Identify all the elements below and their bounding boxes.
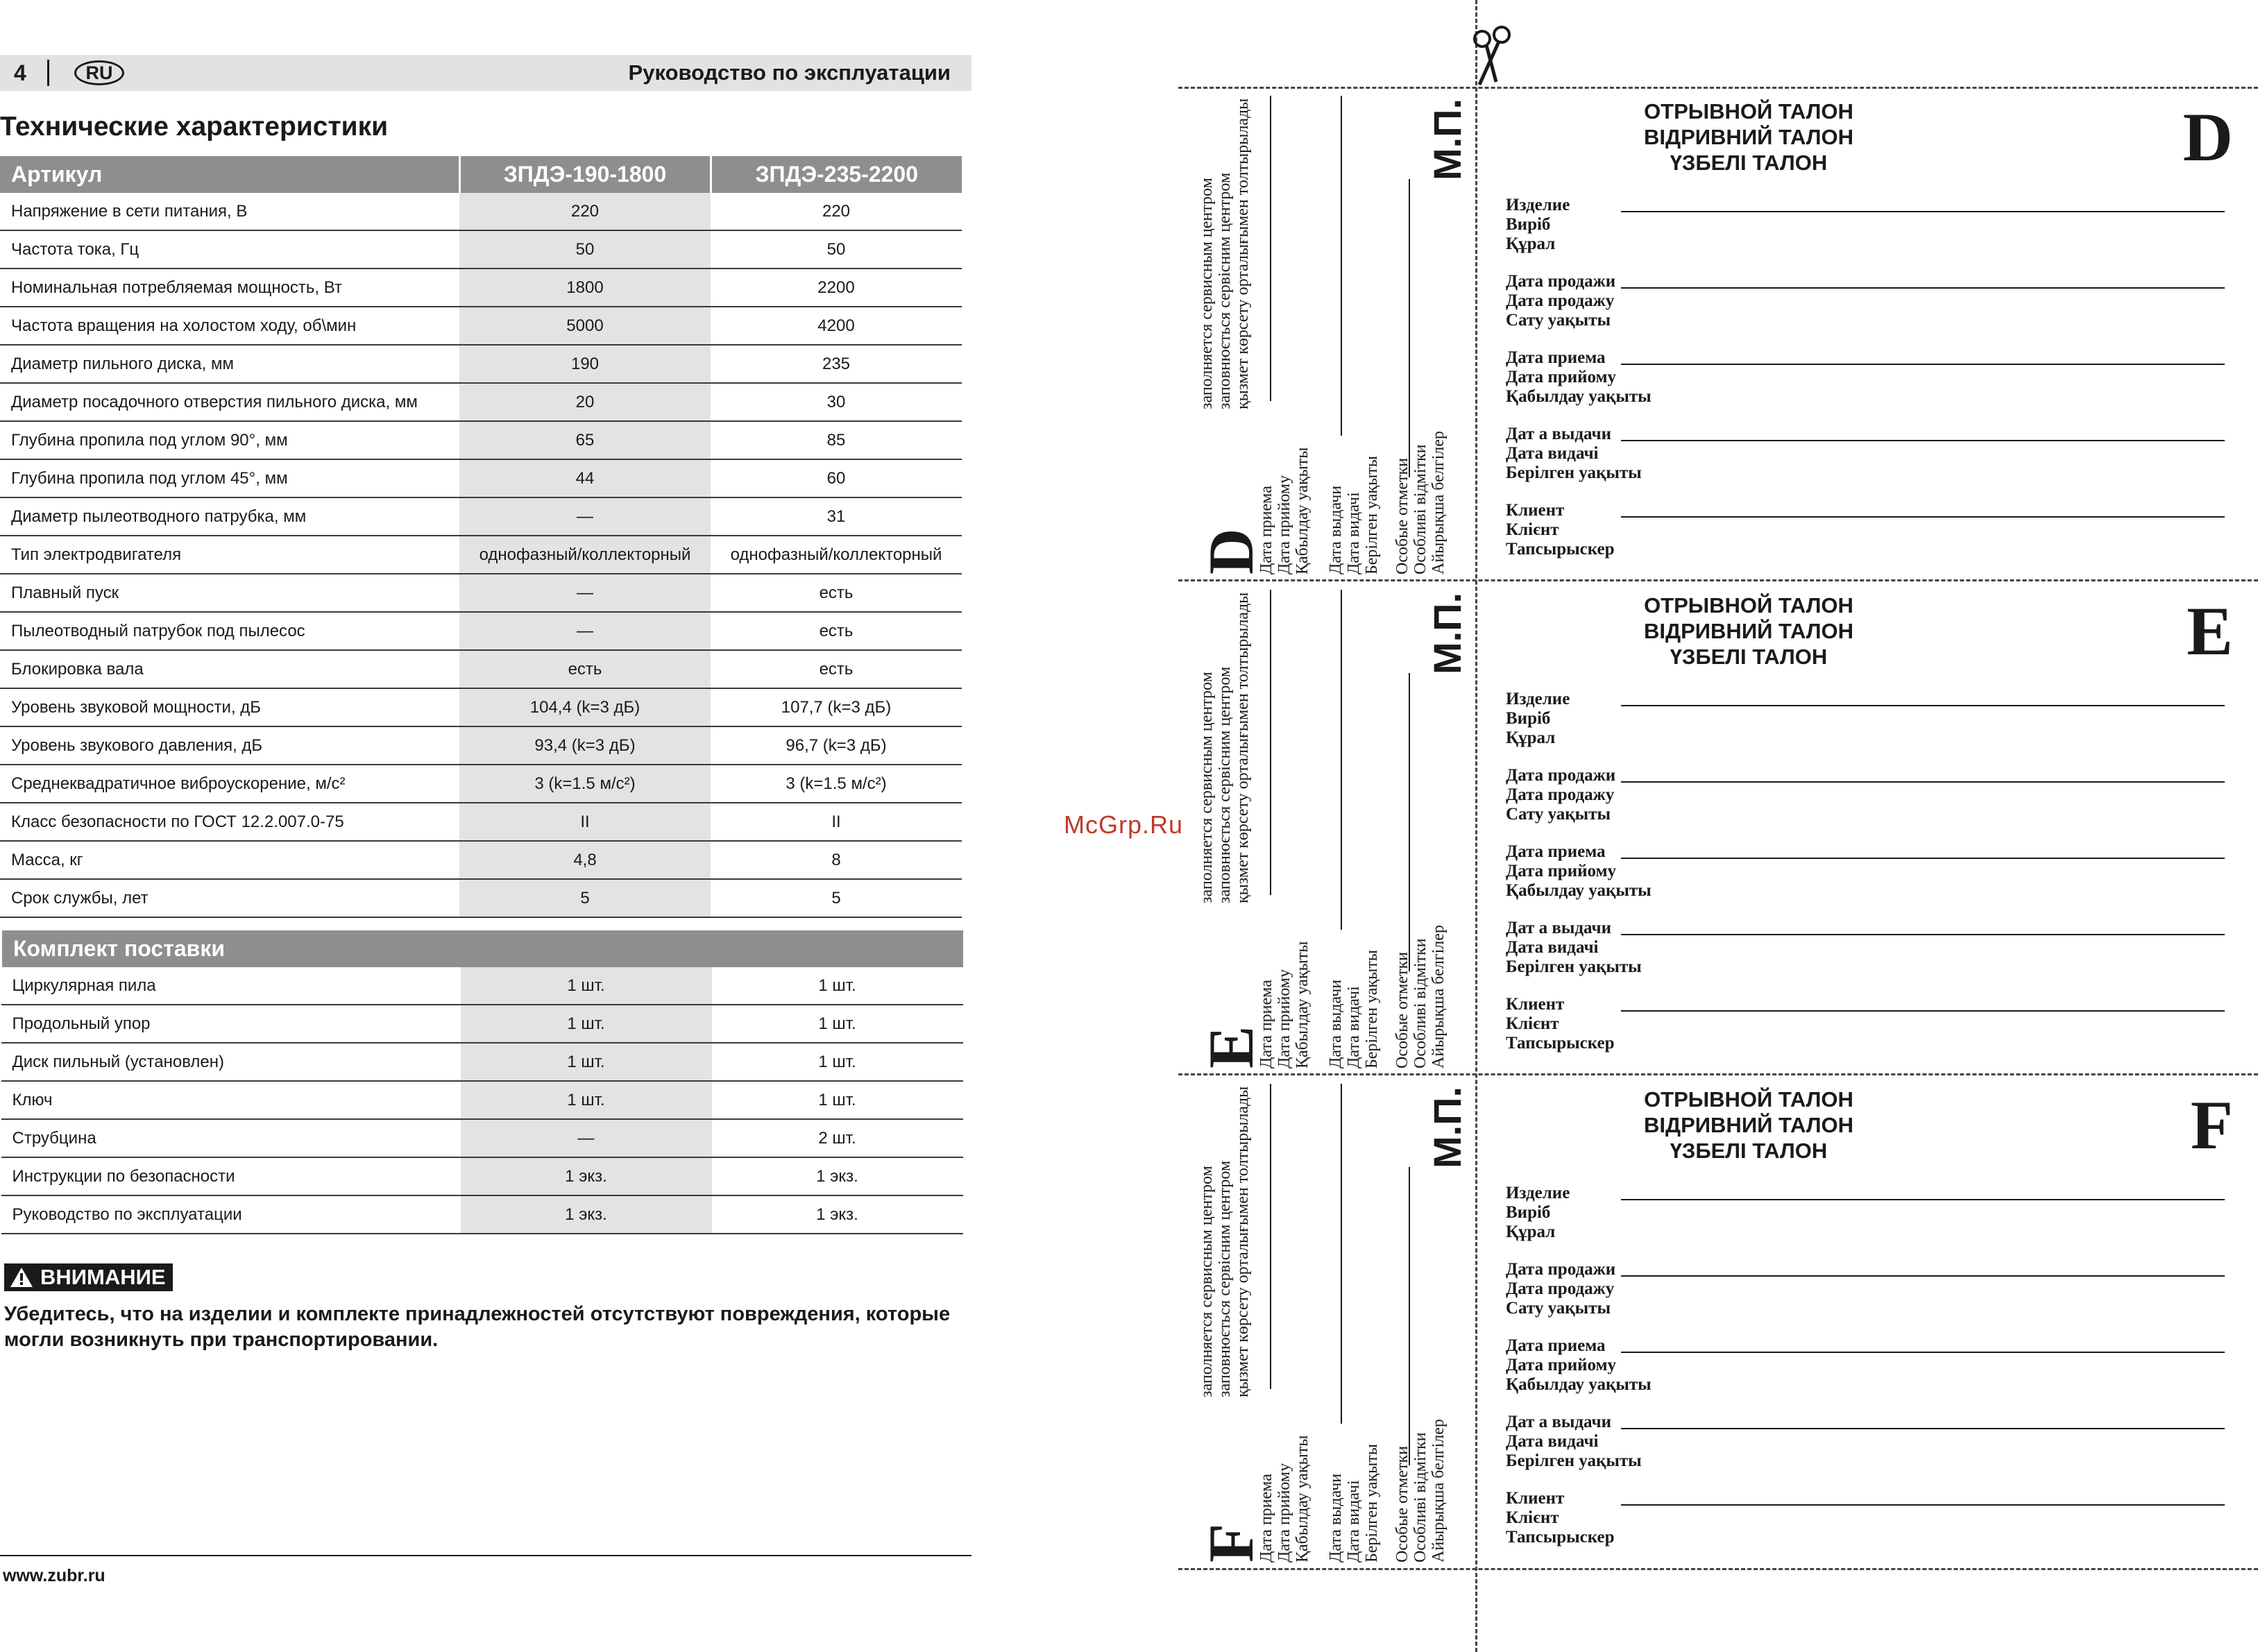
field-label: Дата приема <box>1506 1336 1606 1355</box>
stub-issued-line <box>1341 590 1342 930</box>
field-label: Дат а выдачи <box>1506 919 1612 937</box>
field-receive-date-line <box>1621 364 2225 365</box>
kit-header-row <box>1 930 963 967</box>
stub-issued-kz: Берілген уақыты <box>1363 950 1381 1068</box>
field-label: Дата видачі <box>1506 938 1599 957</box>
spec-label: Уровень звуковой мощности, дБ <box>0 688 459 726</box>
field-label: Дат а выдачи <box>1506 1413 1612 1431</box>
stub-service-note-ua: заповнюється сервісним центром <box>1216 172 1234 409</box>
manual-title: Руководство по эксплуатации <box>628 60 951 85</box>
spec-label: Срок службы, лет <box>0 879 459 917</box>
field-label: Қабылдау уақыты <box>1506 387 1652 406</box>
field-label: Изделие <box>1506 196 1570 214</box>
field-label: Дата приема <box>1506 348 1606 367</box>
kit-row <box>1 1157 963 1195</box>
spec-value-2: 235 <box>711 345 962 383</box>
stub-service-note-ru: заполняется сервисным центром <box>1198 672 1216 903</box>
stub-service-note-ru: заполняется сервисным центром <box>1198 178 1216 409</box>
spec-value-1: 50 <box>459 230 711 269</box>
spec-value-2: 107,7 (k=3 дБ) <box>711 688 962 726</box>
stub-received-kz: Қабылдау уақыты <box>1293 1435 1311 1562</box>
stub-stamp-mark: М.П. <box>1425 98 1469 180</box>
field-label: Сату уақыты <box>1506 805 1611 824</box>
stub-notes-kz: Айырықша белгілер <box>1429 1419 1448 1562</box>
spec-row <box>0 726 962 765</box>
warning-label: ВНИМАНИЕ <box>40 1265 166 1289</box>
kit-value-2: 1 экз. <box>712 1195 963 1234</box>
field-label: Клієнт <box>1506 1508 1559 1527</box>
field-label: Қабылдау уақыты <box>1506 1375 1652 1394</box>
field-label: Сату уақыты <box>1506 1299 1611 1318</box>
field-receive-date-line <box>1621 858 2225 859</box>
coupon-title-ru: ОТРЫВНОЙ ТАЛОН <box>1644 593 1853 618</box>
stub-issued-ru: Дата выдачи <box>1327 1473 1345 1562</box>
field-issue-date <box>1506 425 1642 483</box>
stub-service-note-kz: қызмет көрсету орталығымен толтырылады <box>1234 592 1252 903</box>
coupon-title-ua: ВІДРИВНИЙ ТАЛОН <box>1644 125 1853 149</box>
field-label: Дата прийому <box>1506 862 1617 880</box>
stub-notes-ua: Особливі відмітки <box>1411 444 1429 574</box>
stub-issued-line <box>1341 1084 1342 1424</box>
kit-value-1: — <box>461 1119 712 1157</box>
kit-value-2: 2 шт. <box>712 1119 963 1157</box>
field-label: Құрал <box>1506 1223 1556 1241</box>
spec-value-2: 2200 <box>711 269 962 307</box>
coupon-letter: F <box>2190 1087 2233 1164</box>
kit-row <box>1 1119 963 1157</box>
specs-header-article: Артикул <box>0 156 459 193</box>
spec-value-2: 5 <box>711 879 962 917</box>
spec-row <box>0 383 962 421</box>
field-client-line <box>1621 1010 2225 1012</box>
kit-value-1: 1 экз. <box>461 1157 712 1195</box>
field-label: Дата видачі <box>1506 1432 1599 1451</box>
spec-label: Напряжение в сети питания, В <box>0 193 459 230</box>
kit-value-1: 1 шт. <box>461 967 712 1005</box>
spec-row <box>0 307 962 345</box>
field-issue-date <box>1506 919 1642 977</box>
spec-value-1: однофазный/коллекторный <box>459 536 711 574</box>
coupon-letter: E <box>2187 593 2233 670</box>
spec-row <box>0 574 962 612</box>
section-title: Технические характеристики <box>0 112 389 142</box>
coupon-d <box>1180 89 2258 583</box>
kit-label: Ключ <box>1 1081 461 1119</box>
stub-letter: F <box>1196 1523 1266 1562</box>
spec-value-2: однофазный/коллекторный <box>711 536 962 574</box>
spec-value-1: 3 (k=1.5 м/с²) <box>459 765 711 803</box>
spec-value-1: — <box>459 612 711 650</box>
spec-value-1: 104,4 (k=3 дБ) <box>459 688 711 726</box>
field-sale-date <box>1506 272 1615 330</box>
stub-issued-ru: Дата выдачи <box>1327 979 1345 1068</box>
watermark: McGrp.Ru <box>1064 810 1184 839</box>
field-label: Изделие <box>1506 690 1570 708</box>
coupon-title-kz: ҮЗБЕЛІ ТАЛОН <box>1670 645 1828 669</box>
spec-value-1: 20 <box>459 383 711 421</box>
field-label: Тапсырыскер <box>1506 540 1615 559</box>
field-label: Дата прийому <box>1506 1356 1617 1374</box>
spec-row <box>0 497 962 536</box>
footer-divider <box>0 1555 971 1556</box>
page-number: 4 <box>14 60 26 85</box>
coupon-title-ua: ВІДРИВНИЙ ТАЛОН <box>1644 619 1853 643</box>
kit-value-1: 1 шт. <box>461 1005 712 1043</box>
field-sale-date <box>1506 766 1615 824</box>
spec-row <box>0 803 962 841</box>
field-label: Клієнт <box>1506 520 1559 539</box>
field-sale-date <box>1506 1260 1615 1318</box>
field-label: Дата видачі <box>1506 444 1599 463</box>
spec-value-1: 44 <box>459 459 711 497</box>
specs-table <box>0 156 962 918</box>
field-client <box>1506 501 1615 559</box>
kit-value-2: 1 шт. <box>712 1005 963 1043</box>
field-label: Изделие <box>1506 1184 1570 1202</box>
kit-row <box>1 1005 963 1043</box>
stub-received-ru: Дата приема <box>1257 980 1275 1068</box>
field-label: Дат а выдачи <box>1506 425 1612 443</box>
stub-notes-ua: Особливі відмітки <box>1411 1432 1429 1562</box>
field-receive-date <box>1506 842 1652 901</box>
spec-value-2: есть <box>711 574 962 612</box>
stub-service-note-ua: заповнюється сервісним центром <box>1216 666 1234 903</box>
coupon-title-kz: ҮЗБЕЛІ ТАЛОН <box>1670 151 1828 175</box>
coupon-title <box>1436 1087 2061 1164</box>
spec-value-2: есть <box>711 612 962 650</box>
field-client <box>1506 995 1615 1053</box>
spec-value-2: 50 <box>711 230 962 269</box>
stub-service-note-kz: қызмет көрсету орталығымен толтырылады <box>1234 98 1252 409</box>
spec-row <box>0 193 962 230</box>
spec-value-1: 93,4 (k=3 дБ) <box>459 726 711 765</box>
field-label: Сату уақыты <box>1506 311 1611 330</box>
stub-issued-ua: Дата видачі <box>1345 492 1363 574</box>
coupon-e <box>1180 583 2258 1077</box>
stub-received-line <box>1270 1084 1271 1389</box>
coupon-title <box>1436 99 2061 176</box>
spec-value-2: 8 <box>711 841 962 879</box>
spec-value-1: есть <box>459 650 711 688</box>
spec-value-1: 4,8 <box>459 841 711 879</box>
spec-value-1: — <box>459 497 711 536</box>
field-sale-date-line <box>1621 287 2225 289</box>
spec-value-1: 5 <box>459 879 711 917</box>
spec-label: Диаметр пылеотводного патрубка, мм <box>0 497 459 536</box>
field-label: Виріб <box>1506 709 1551 728</box>
field-label: Клиент <box>1506 995 1565 1014</box>
stub-service-note-ua: заповнюється сервісним центром <box>1216 1160 1234 1397</box>
field-product-line <box>1621 705 2225 706</box>
stub-received-ua: Дата прийому <box>1275 969 1293 1068</box>
kit-value-1: 1 шт. <box>461 1043 712 1081</box>
kit-label: Циркулярная пила <box>1 967 461 1005</box>
kit-row <box>1 1195 963 1234</box>
field-client-line <box>1621 1504 2225 1506</box>
kit-label: Диск пильный (установлен) <box>1 1043 461 1081</box>
spec-value-2: II <box>711 803 962 841</box>
kit-row <box>1 1043 963 1081</box>
spec-row <box>0 269 962 307</box>
stub-notes-line <box>1409 673 1410 971</box>
spec-row <box>0 345 962 383</box>
kit-label: Струбцина <box>1 1119 461 1157</box>
stub-service-note-kz: қызмет көрсету орталығымен толтырылады <box>1234 1086 1252 1397</box>
kit-label: Инструкции по безопасности <box>1 1157 461 1195</box>
field-sale-date-line <box>1621 781 2225 783</box>
spec-value-2: 31 <box>711 497 962 536</box>
spec-value-2: 30 <box>711 383 962 421</box>
kit-value-2: 1 шт. <box>712 967 963 1005</box>
left-page <box>0 0 985 1652</box>
kit-row <box>1 1081 963 1119</box>
coupon-title-ru: ОТРЫВНОЙ ТАЛОН <box>1644 1087 1853 1112</box>
spec-label: Плавный пуск <box>0 574 459 612</box>
spec-row <box>0 612 962 650</box>
specs-header-model-2: ЗПДЭ-235-2200 <box>711 156 962 193</box>
coupon-title-ru: ОТРЫВНОЙ ТАЛОН <box>1644 99 1853 124</box>
spec-row <box>0 459 962 497</box>
stub-issued-ua: Дата видачі <box>1345 1480 1363 1562</box>
spec-label: Глубина пропила под углом 90°, мм <box>0 421 459 459</box>
spec-label: Тип электродвигателя <box>0 536 459 574</box>
spec-row <box>0 765 962 803</box>
spec-label: Пылеотводный патрубок под пылесос <box>0 612 459 650</box>
spec-value-2: 60 <box>711 459 962 497</box>
stub-notes-kz: Айырықша белгілер <box>1429 925 1448 1068</box>
field-client-line <box>1621 516 2225 518</box>
coupon-f <box>1180 1077 2258 1571</box>
specs-header-model-1: ЗПДЭ-190-1800 <box>459 156 711 193</box>
field-label: Клиент <box>1506 1489 1565 1508</box>
spec-row <box>0 879 962 917</box>
field-issue-date-line <box>1621 1428 2225 1429</box>
spec-label: Номинальная потребляемая мощность, Вт <box>0 269 459 307</box>
spec-label: Класс безопасности по ГОСТ 12.2.007.0-75 <box>0 803 459 841</box>
field-label: Дата продажу <box>1506 1279 1615 1298</box>
kit-value-2: 1 шт. <box>712 1043 963 1081</box>
spec-value-2: 85 <box>711 421 962 459</box>
stub-notes-ru: Особые отметки <box>1393 1446 1411 1562</box>
field-sale-date-line <box>1621 1275 2225 1277</box>
spec-label: Частота тока, Гц <box>0 230 459 269</box>
stub-notes-line <box>1409 179 1410 477</box>
field-label: Берілген уақыты <box>1506 1451 1642 1470</box>
field-label: Тапсырыскер <box>1506 1034 1615 1053</box>
field-label: Дата прийому <box>1506 368 1617 386</box>
coupon-letter: D <box>2182 99 2233 176</box>
stub-received-line <box>1270 590 1271 895</box>
field-receive-date-line <box>1621 1352 2225 1353</box>
coupon-title-ua: ВІДРИВНИЙ ТАЛОН <box>1644 1113 1853 1137</box>
warning-badge <box>4 1263 173 1291</box>
spec-row <box>0 230 962 269</box>
warning-triangle-icon <box>10 1267 33 1288</box>
field-label: Берілген уақыты <box>1506 463 1642 482</box>
kit-value-1: 1 шт. <box>461 1081 712 1119</box>
field-product <box>1506 196 1570 254</box>
field-label: Тапсырыскер <box>1506 1528 1615 1547</box>
field-label: Клиент <box>1506 501 1565 520</box>
scissors-icon <box>1470 25 1525 87</box>
field-label: Қабылдау уақыты <box>1506 881 1652 900</box>
field-issue-date <box>1506 1413 1642 1471</box>
kit-value-2: 1 экз. <box>712 1157 963 1195</box>
stub-notes-ru: Особые отметки <box>1393 952 1411 1068</box>
spec-row <box>0 421 962 459</box>
spec-value-1: — <box>459 574 711 612</box>
field-label: Виріб <box>1506 215 1551 234</box>
field-issue-date-line <box>1621 934 2225 935</box>
field-label: Дата продажи <box>1506 1260 1616 1279</box>
kit-table <box>0 930 963 1234</box>
stub-notes-ru: Особые отметки <box>1393 458 1411 574</box>
kit-label: Продольный упор <box>1 1005 461 1043</box>
kit-row <box>1 967 963 1005</box>
warning-text: Убедитесь, что на изделии и комплекте принадлежностей отсутствуют повреждения, которые могли возникнуть при транспортировании. <box>4 1303 951 1351</box>
field-label: Дата продажу <box>1506 785 1615 804</box>
stub-issued-kz: Берілген уақыты <box>1363 1444 1381 1562</box>
spec-value-2: 3 (k=1.5 м/с²) <box>711 765 962 803</box>
spec-value-1: 5000 <box>459 307 711 345</box>
spec-value-2: 4200 <box>711 307 962 345</box>
spec-value-2: есть <box>711 650 962 688</box>
field-label: Құрал <box>1506 729 1556 747</box>
spec-value-1: 65 <box>459 421 711 459</box>
stub-issued-kz: Берілген уақыты <box>1363 456 1381 574</box>
spec-row <box>0 536 962 574</box>
stub-stamp-mark: М.П. <box>1425 1086 1469 1168</box>
stub-received-ua: Дата прийому <box>1275 1463 1293 1562</box>
field-label: Клієнт <box>1506 1014 1559 1033</box>
stub-letter: E <box>1196 1025 1266 1068</box>
spec-value-2: 220 <box>711 193 962 230</box>
kit-value-1: 1 экз. <box>461 1195 712 1234</box>
stub-received-kz: Қабылдау уақыты <box>1293 447 1311 574</box>
spec-value-1: 1800 <box>459 269 711 307</box>
stub-issued-line <box>1341 96 1342 436</box>
field-product <box>1506 1184 1570 1242</box>
spec-label: Диаметр посадочного отверстия пильного диска, мм <box>0 383 459 421</box>
stub-received-ru: Дата приема <box>1257 1474 1275 1562</box>
spec-value-2: 96,7 (k=3 дБ) <box>711 726 962 765</box>
stub-received-ru: Дата приема <box>1257 486 1275 574</box>
spec-value-1: 220 <box>459 193 711 230</box>
stub-notes-kz: Айырықша белгілер <box>1429 431 1448 574</box>
stub-notes-ua: Особливі відмітки <box>1411 938 1429 1068</box>
field-label: Дата продажи <box>1506 766 1616 785</box>
spec-value-1: II <box>459 803 711 841</box>
kit-header: Комплект поставки <box>1 930 963 967</box>
stub-service-note-ru: заполняется сервисным центром <box>1198 1166 1216 1397</box>
spec-value-1: 190 <box>459 345 711 383</box>
spec-row <box>0 688 962 726</box>
field-product-line <box>1621 1199 2225 1200</box>
spec-label: Диаметр пильного диска, мм <box>0 345 459 383</box>
field-label: Дата продажу <box>1506 291 1615 310</box>
field-receive-date <box>1506 348 1652 407</box>
field-product-line <box>1621 211 2225 212</box>
specs-header-row <box>0 156 962 193</box>
stub-received-kz: Қабылдау уақыты <box>1293 941 1311 1068</box>
field-label: Виріб <box>1506 1203 1551 1222</box>
stub-received-line <box>1270 96 1271 401</box>
spec-label: Среднеквадратичное виброускорение, м/с² <box>0 765 459 803</box>
kit-value-2: 1 шт. <box>712 1081 963 1119</box>
coupon-title <box>1436 593 2061 670</box>
spec-label: Глубина пропила под углом 45°, мм <box>0 459 459 497</box>
field-label: Берілген уақыты <box>1506 957 1642 976</box>
spec-label: Масса, кг <box>0 841 459 879</box>
stub-letter: D <box>1196 528 1266 574</box>
spec-label: Блокировка вала <box>0 650 459 688</box>
stub-notes-line <box>1409 1167 1410 1465</box>
stub-issued-ua: Дата видачі <box>1345 986 1363 1068</box>
spec-label: Частота вращения на холостом ходу, об\мин <box>0 307 459 345</box>
field-product <box>1506 690 1570 748</box>
field-label: Құрал <box>1506 235 1556 253</box>
language-badge: RU <box>74 60 124 85</box>
field-receive-date <box>1506 1336 1652 1395</box>
spec-label: Уровень звукового давления, дБ <box>0 726 459 765</box>
stub-received-ua: Дата прийому <box>1275 475 1293 574</box>
field-label: Дата приема <box>1506 842 1606 861</box>
header-separator <box>47 60 49 86</box>
footer-url: www.zubr.ru <box>3 1566 105 1585</box>
spec-row <box>0 650 962 688</box>
stub-stamp-mark: М.П. <box>1425 592 1469 674</box>
kit-label: Руководство по эксплуатации <box>1 1195 461 1234</box>
field-client <box>1506 1489 1615 1547</box>
field-label: Дата продажи <box>1506 272 1616 291</box>
spec-row <box>0 841 962 879</box>
coupon-title-kz: ҮЗБЕЛІ ТАЛОН <box>1670 1139 1828 1163</box>
stub-issued-ru: Дата выдачи <box>1327 485 1345 574</box>
field-issue-date-line <box>1621 440 2225 441</box>
